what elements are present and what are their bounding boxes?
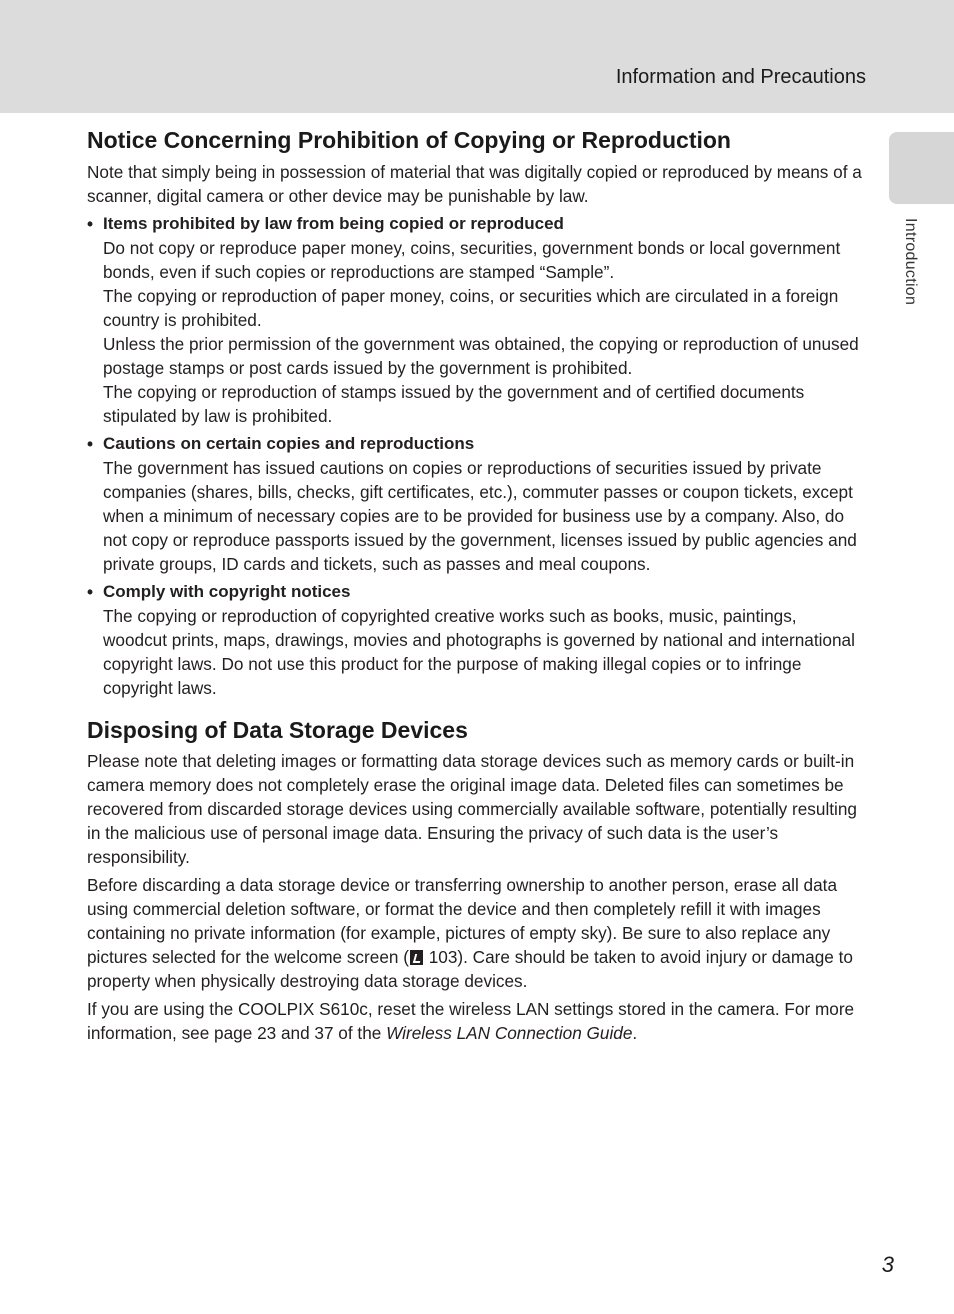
- bullet-paragraph: The copying or reproduction of stamps issued by the government and of certified documents stipulated by law is prohibited.: [103, 382, 805, 426]
- bullet-title: Comply with copyright notices: [103, 582, 351, 601]
- bullet-list: [87, 212, 865, 700]
- section-title-disposing: Disposing of Data Storage Devices: [87, 717, 468, 743]
- bullet-title: Cautions on certain copies and reproductions: [103, 434, 475, 453]
- bullet-dot: •: [87, 214, 94, 234]
- disposing-paragraph-1: Please note that deleting images or formatting data storage devices such as memory cards or built-in camera memory does not completely erase the original image data. Deleted files can sometimes be recovered from discarded storage devices using commercially available software, potentially resulting in the malicious use of personal image data. Ensuring the privacy of such data is the user’s responsibility.: [87, 751, 857, 867]
- paragraph-text: Before discarding a data storage device or transferring ownership to another person, erase all data using commercial deletion software, or format the device and then completely refill it with images containing no private information (for example, pictures of empty sky). Be sure to also replace any pictures selected for the welcome screen (: [87, 875, 838, 967]
- paragraph-text: .: [632, 1023, 638, 1043]
- section-title-copying: Notice Concerning Prohibition of Copying or Reproduction: [87, 127, 731, 153]
- page-number: 3: [881, 1252, 894, 1277]
- bullet-paragraph: The copying or reproduction of paper money, coins, or securities which are circulated in a foreign country is prohibited.: [103, 286, 839, 330]
- bullet-item-prohibited: [87, 212, 865, 428]
- guide-title: Wireless LAN Connection Guide: [386, 1023, 633, 1043]
- bullet-dot: •: [87, 434, 94, 454]
- page-reference-number: 103: [423, 947, 458, 967]
- header-title: Information and Precautions: [615, 66, 866, 88]
- bullet-item-cautions: [87, 432, 865, 576]
- bullet-title: Items prohibited by law from being copied or reproduced: [103, 214, 564, 233]
- paragraph-text: If you are using the COOLPIX S610c, reset the wireless LAN settings stored in the camera. For more information, see page 23 and 37 of the: [87, 999, 855, 1043]
- section-intro: Note that simply being in possession of material that was digitally copied or reproduced by means of a scanner, digital camera or other device may be punishable by law.: [87, 162, 862, 206]
- header-band: [0, 0, 954, 113]
- bullet-item-copyright: [87, 580, 865, 700]
- paragraph-text: ). Care should be taken to avoid injury or damage to property when physically destroying data storage devices.: [87, 947, 853, 991]
- disposing-paragraph-3: [87, 997, 865, 1045]
- side-tab-label: Introduction: [902, 218, 919, 306]
- bullet-paragraph: The copying or reproduction of copyrighted creative works such as books, music, paintings, woodcut prints, maps, drawings, movies and photographs is governed by national and international copyright laws. Do not use this product for the purpose of making illegal copies or to infringe copyright laws.: [103, 606, 855, 698]
- side-tab: [889, 132, 954, 204]
- page-reference-icon: [410, 950, 423, 965]
- bullet-paragraph: The government has issued cautions on copies or reproductions of securities issued by private companies (shares, bills, checks, gift certificates, etc.), commuter passes or coupon tickets, except when a minimum of necessary copies are to be provided for business use by a company. Also, do not copy or reproduce passports issued by the government, licenses issued by public agencies and private groups, ID cards and tickets, such as passes and meal coupons.: [103, 458, 857, 574]
- bullet-dot: •: [87, 582, 94, 602]
- bullet-paragraph: Unless the prior permission of the government was obtained, the copying or reproduction of unused postage stamps or post cards issued by the government is prohibited.: [103, 334, 859, 378]
- page-content: [87, 124, 865, 1049]
- disposing-paragraph-2: [87, 873, 865, 993]
- bullet-paragraph: Do not copy or reproduce paper money, coins, securities, government bonds or local government bonds, even if such copies or reproductions are stamped “Sample”.: [103, 238, 841, 282]
